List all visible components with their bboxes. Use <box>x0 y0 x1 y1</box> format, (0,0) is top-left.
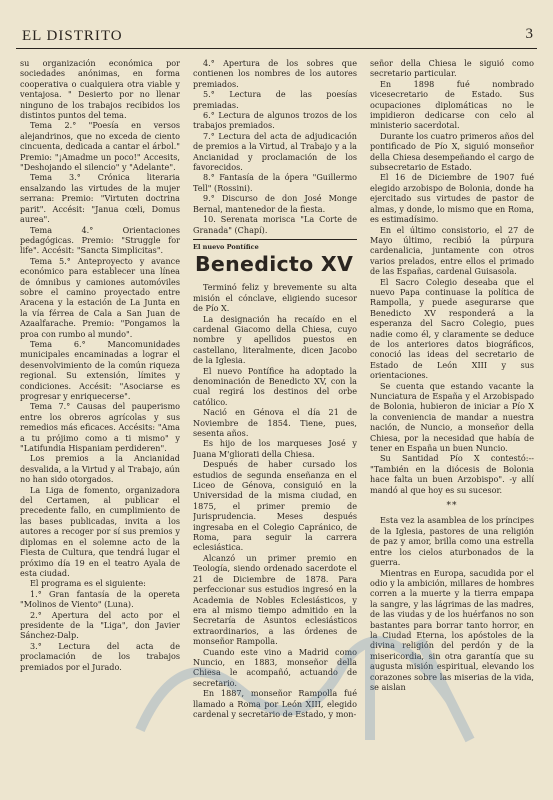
program-item: 5.° Lectura de las poesías premiadas. <box>193 89 357 110</box>
paragraph: El nuevo Pontífice ha adoptado la denominación de Benedicto XV, con la cual regirá los destinos del orbe católico. <box>193 365 357 407</box>
paragraph: señor della Chiesa le siguió como secretario particular. <box>370 58 534 79</box>
paragraph: El 16 de Diciembre de 1907 fué elegido arzobispo de Bolonia, donde ha ejercitado sus virtudes de pastor de almas, y donde, lo mismo que en Roma, es estimadísimo. <box>370 172 534 225</box>
column-1 <box>20 58 180 792</box>
section-ornament: ** <box>446 501 458 512</box>
program-item: 8.° Fantasía de la ópera "Guillermo Tell" (Rossini). <box>193 172 357 193</box>
program-item: 1.° Gran fantasía de la opereta "Molinos de Viento" (Luna). <box>20 588 180 610</box>
paragraph: Cuando este vino a Madrid como Nuncio, en 1883, monseñor della Chiesa le acompañó, actuando de secretario. <box>193 646 357 688</box>
article-headline: Benedicto XV <box>195 252 354 277</box>
program-item: 7.° Lectura del acta de adjudicación de premios a la Virtud, al Trabajo y a la Ancianidad y proclamación de los favorecidos. <box>193 130 357 173</box>
paragraph: Su Santidad Pío X contestó:--"También en la diócesis de Bolonia hace falta un buen Arzobispo". -y allí mandó al que hoy es su sucesor. <box>370 453 534 495</box>
paragraph: El Sacro Colegio deseaba que el nuevo Papa continuase la política de Rampolla, y puede asegurarse que Benedicto XV responderá a la esperanza del Sacro Colegio, pues nadie como él, y claramente se deduce de los anteriores datos biográficos, conoció las ideas del secretario de Estado de León XIII y sus orientaciones. <box>370 276 534 381</box>
paragraph: su organización económica por sociedades anónimas, en forma cooperativa o cualquiera otra viable y ventajosa. " Desierto por no llenar ninguno de los trabajos recibidos los distintos puntos del tema. <box>20 58 180 121</box>
paragraph: Terminó feliz y brevemente su alta misión el cónclave, eligiendo sucesor de Pío X. <box>193 282 357 314</box>
program-item: 10. Serenata morisca "La Corte de Granada" (Chapí). <box>193 214 357 235</box>
program-item: 6.° Lectura de algunos trozos de los trabajos premiados. <box>193 110 357 131</box>
paragraph: La designación ha recaído en el cardenal Giacomo della Chiesa, cuyo nombre y apellidos puestos en castellano, literalmente, dicen Jacobo de la Iglesia. <box>193 313 357 366</box>
paragraph: Tema 7.° Causas del pauperismo entre los obreros agrícolas y sus remedios más eficaces. Accésits: "Ama a tu prójimo como a ti mismo" y "Latifundia Hispaniam perdideren". <box>20 401 180 454</box>
paragraph: Después de haber cursado los estudios de segunda enseñanza en el Liceo de Génova, consiguió en la Universidad de la misma ciudad, en 1875, el primer premio de Jurisprudencia. Meses después ingresaba en el Colegio Capránico, de Roma, para seguir la carrera eclesiástica. <box>193 459 357 553</box>
newspaper-title: EL DISTRITO <box>22 28 123 44</box>
paragraph: La Liga de fomento, organizadora del Certamen, al publicar el precedente fallo, en cumplimiento de las bases publicadas, invita a los autores a recoger por sí sus premios y diplomas en el solemne acto de la Fiesta de Cultura, que tendrá lugar el próximo día 19 en el teatro Ayala de esta ciudad. <box>20 484 180 578</box>
paragraph: Tema 4.° Orientaciones pedagógicas. Premio: "Struggle for life". Accésit: "Sancta Simplicitas". <box>20 224 180 256</box>
program-item: 2.° Apertura del acto por el presidente de la "Liga", don Javier Sánchez-Dalp. <box>20 609 180 641</box>
paragraph: Mientras en Europa, sacudida por el odio y la ambición, millares de hombres corren a la muerte y la tierra empapa la sangre, y las lágrimas de las madres, de las viudas y de los huérfanos no son bastantes para borrar tanto horror, en la Ciudad Eterna, los apóstoles de la divina religión del perdón y de la misericordia, sin otra garantía que su augusta misión espiritual, elevando los corazones sobre las miserias de la vida, se aislan <box>370 567 534 692</box>
paragraph: Se cuenta que estando vacante la Nunciatura de España y el Arzobispado de Bolonia, hubieron de iniciar a Pío X la conveniencia de mandar a nuestra nación, de Nuncio, a monseñor della Chiesa, por la necesidad que había de tener en España un buen Nuncio. <box>370 380 534 454</box>
paragraph: Tema 6.° Mancomunidades municipales encaminadas a lograr el desenvolvimiento de la común riqueza regional. Su extensión, límites y condiciones. Accésit: "Asociarse es progresar y enriquecerse". <box>20 338 180 401</box>
paragraph: Nació en Génova el día 21 de Noviembre de 1854. Tiene, pues, sesenta años. <box>193 407 357 438</box>
page-number: 3 <box>525 26 533 42</box>
paragraph: En el último consistorio, el 27 de Mayo último, recibió la púrpura cardenalicia, juntamente con otros varios prelados, entre ellos el primado de las Españas, cardenal Guisasola. <box>370 224 534 277</box>
section-divider <box>193 239 357 240</box>
column-3 <box>370 58 534 792</box>
program-item: 9.° Discurso de don José Monge Bernal, mantenedor de la fiesta. <box>193 193 357 214</box>
article-kicker: El nuevo Pontífice <box>193 242 259 251</box>
column-2 <box>193 58 357 792</box>
paragraph: El programa es el siguiente: <box>30 578 146 589</box>
paragraph: En 1887, monseñor Rampolla fué llamado a Roma por León XIII, elegido cardenal y secretario de Estado, y mon- <box>193 688 357 719</box>
paragraph: Esta vez la asamblea de los príncipes de la Iglesia, pastores de una religión de paz y amor, brilla como una estrella entre los cielos aturbonados de la guerra. <box>370 515 534 568</box>
program-item: 4.° Apertura de los sobres que contienen los nombres de los autores premiados. <box>193 58 357 89</box>
paragraph: Tema 2.° "Poesía en versos alejandrinos, que no exceda de ciento cincuenta, dedicada a cantar el árbol." Premio: "¡Amadme un poco!" Accesits, "Deshojando el silencio" y "Adelante". <box>20 120 180 173</box>
paragraph: Tema 3.° Crónica literaria ensalzando las virtudes de la mujer serrana: Premio: "Virtuten doctrina parit". Accésit: "Janua cœli, Domus aurea". <box>20 172 180 225</box>
program-item: 3.° Lectura del acta de proclamación de los trabajos premiados por el Jurado. <box>20 640 180 672</box>
paragraph: Alcanzó un primer premio en Teología, siendo ordenado sacerdote el 21 de Diciembre de 1878. Para perfeccionar sus estudios ingresó en la Academia de Nobles Eclesiásticos, y era al mismo tiempo admitido en la Secretaría de Asuntos eclesiásticos extraordinarios, a las órdenes de monseñor Rampolla. <box>193 552 357 647</box>
paragraph: En 1898 fué nombrado vicesecretario de Estado. Sus ocupaciones diplomáticas no le impidieron dedicarse con celo al ministerio sacerdotal. <box>370 78 534 131</box>
paragraph: Tema 5.° Anteproyecto y avance económico para establecer una línea de ómnibus y camiones automóviles sobre el camino proyectado entre Aracena y la estación de La Junta en la vía férrea de Cala a San Juan de Azaalfarache. Premio: "Pongamos la proa con rumbo al mundo". <box>20 255 180 339</box>
masthead <box>16 22 537 49</box>
paragraph: Durante los cuatro primeros años del pontificado de Pío X, siguió monseñor della Chiesa desempeñando el cargo de subsecretario de Estado. <box>370 130 534 173</box>
paragraph: Es hijo de los marqueses José y Juana M'gliorati della Chiesa. <box>193 438 357 459</box>
paragraph: Los premios a la Ancianidad desvalida, a la Virtud y al Trabajo, aún no han sido otorgados. <box>20 453 180 485</box>
